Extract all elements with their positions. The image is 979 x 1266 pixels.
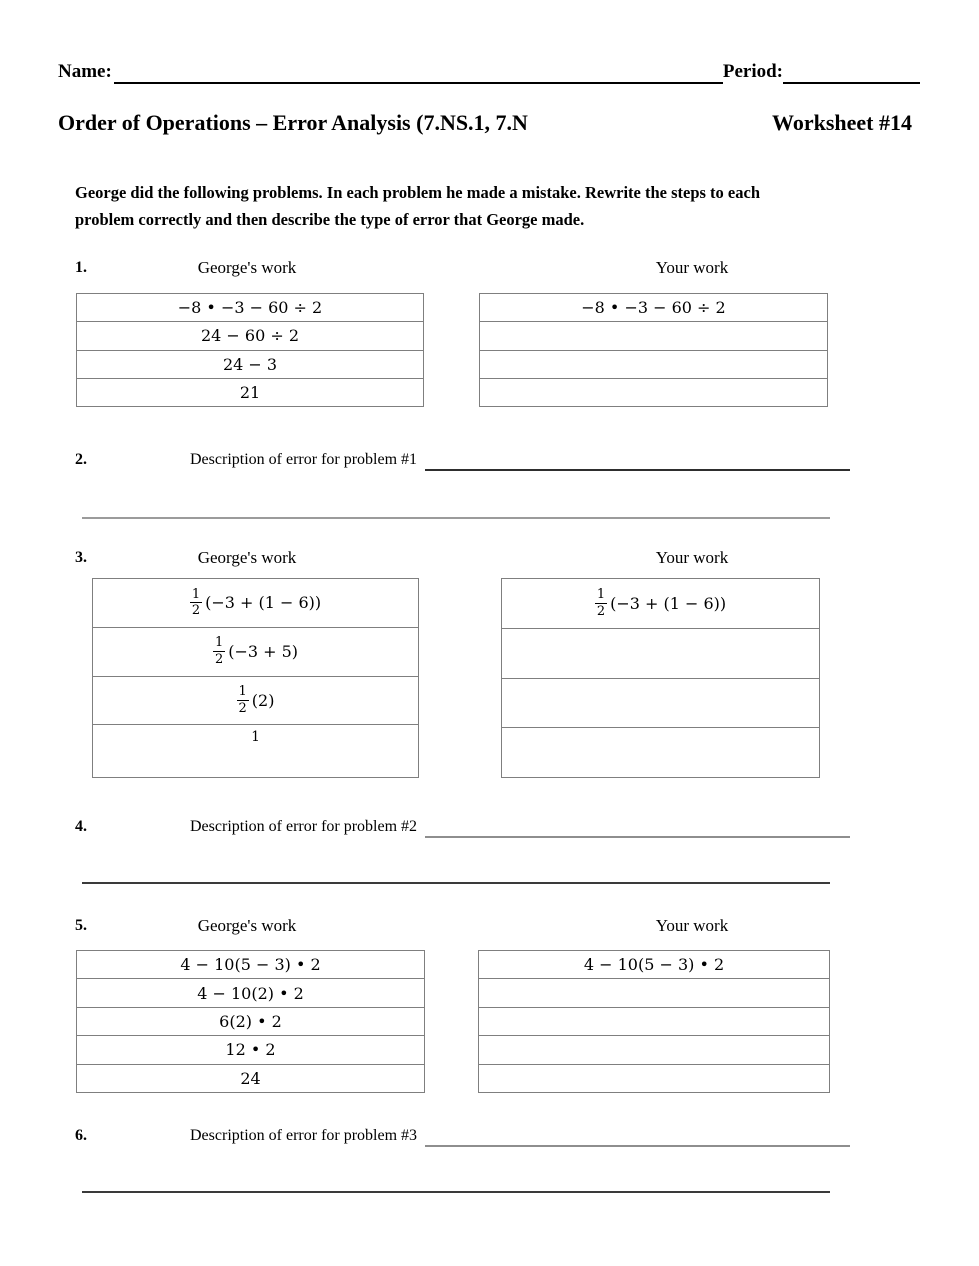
problem-3-number: 3.	[75, 549, 87, 566]
description-3-label: Description of error for problem #3	[190, 1127, 418, 1144]
description-1-number: 2.	[75, 451, 87, 468]
period-blank-line[interactable]	[783, 60, 920, 84]
problem-3-header	[0, 547, 979, 569]
work-step-row	[93, 627, 418, 676]
description-2-number: 4.	[75, 818, 87, 835]
fraction-denominator: 2	[596, 603, 606, 619]
math-expression: (−3 + (1 − 6))	[205, 593, 322, 613]
description-2-blank-line[interactable]	[425, 816, 850, 838]
problem-3-georges-work-table	[92, 578, 419, 778]
math-expression: 24 − 60 ÷ 2	[200, 326, 300, 346]
math-expression: 21	[239, 382, 261, 402]
description-1-row	[75, 449, 850, 471]
work-step-row	[93, 579, 418, 627]
worksheet-number: Worksheet #14	[772, 110, 912, 135]
description-1-continuation-line[interactable]	[82, 517, 830, 519]
description-3-row	[75, 1125, 850, 1147]
work-step-row	[480, 294, 827, 321]
description-1-blank-line[interactable]	[425, 449, 850, 471]
math-expression: (2)	[251, 690, 275, 710]
work-step-row[interactable]	[480, 378, 827, 406]
description-1-label: Description of error for problem #1	[190, 451, 418, 468]
work-step-row[interactable]	[479, 978, 829, 1006]
description-2-label: Description of error for problem #2	[190, 818, 418, 835]
instructions-line-1: George did the following problems. In each problem he made a mistake. Rewrite the steps to each	[75, 183, 760, 202]
problem-5-your-work-table	[478, 950, 830, 1093]
fraction	[190, 588, 202, 618]
work-step-row[interactable]	[479, 1064, 829, 1092]
period-label: Period:	[722, 61, 783, 82]
page-title: Order of Operations – Error Analysis (7.NS.1, 7.N	[58, 110, 528, 135]
fraction-numerator: 1	[238, 684, 247, 700]
work-step-row	[77, 978, 424, 1006]
work-step-row	[93, 676, 418, 725]
fraction	[213, 636, 225, 666]
title-row	[58, 110, 912, 136]
math-expression: 1	[251, 729, 260, 746]
work-step-row[interactable]	[479, 1035, 829, 1063]
problem-5-georges-work-table	[76, 950, 425, 1093]
problem-5-georges-work-label: George's work	[197, 916, 297, 935]
work-step-row[interactable]	[480, 350, 827, 378]
problem-5-your-work-label: Your work	[655, 916, 729, 935]
work-step-row[interactable]	[502, 678, 819, 728]
problem-1-header	[0, 257, 979, 279]
problem-1-georges-work-table	[76, 293, 424, 407]
math-expression: 6(2) • 2	[219, 1012, 282, 1032]
work-step-row	[77, 1035, 424, 1063]
problem-5-number: 5.	[75, 917, 87, 934]
name-blank-line[interactable]	[114, 60, 723, 84]
work-step-row[interactable]	[480, 321, 827, 349]
description-3-number: 6.	[75, 1127, 87, 1144]
fraction	[595, 588, 607, 618]
math-expression: −8 • −3 − 60 ÷ 2	[177, 298, 323, 318]
work-step-row[interactable]	[479, 1007, 829, 1035]
description-3-blank-line[interactable]	[425, 1125, 850, 1147]
description-3-continuation-line[interactable]	[82, 1191, 830, 1193]
problem-1-your-work-table	[479, 293, 828, 407]
fraction-numerator: 1	[191, 586, 201, 602]
work-step-row	[93, 724, 418, 777]
problem-1-number: 1.	[75, 259, 87, 276]
description-2-continuation-line[interactable]	[82, 882, 830, 884]
math-expression: 12 • 2	[225, 1040, 276, 1060]
problem-1-your-work-label: Your work	[655, 258, 729, 277]
work-step-row	[77, 1007, 424, 1035]
work-step-row	[77, 378, 423, 406]
work-step-row	[77, 350, 423, 378]
fraction-denominator: 2	[191, 603, 201, 619]
math-expression: 4 − 10(2) • 2	[197, 983, 304, 1003]
math-expression: 4 − 10(5 − 3) • 2	[583, 955, 725, 975]
work-step-row[interactable]	[502, 628, 819, 678]
problem-3-georges-work-label: George's work	[197, 548, 297, 567]
work-step-row	[502, 579, 819, 628]
problem-5-header	[0, 915, 979, 937]
math-expression: 4 − 10(5 − 3) • 2	[180, 955, 321, 975]
work-step-row[interactable]	[502, 727, 819, 777]
name-label: Name:	[58, 61, 112, 82]
fraction	[237, 685, 249, 715]
work-step-row	[77, 951, 424, 978]
math-expression: 24 − 3	[222, 354, 278, 374]
math-expression: −8 • −3 − 60 ÷ 2	[581, 298, 726, 318]
problem-3-your-work-label: Your work	[655, 548, 729, 567]
math-expression: 24	[240, 1068, 261, 1088]
problem-1-georges-work-label: George's work	[197, 258, 297, 277]
instructions-line-2: problem correctly and then describe the type of error that George made.	[75, 210, 585, 229]
work-step-row	[77, 294, 423, 321]
work-step-row	[479, 951, 829, 978]
work-step-row	[77, 1064, 424, 1092]
problem-3-your-work-table	[501, 578, 820, 778]
instructions	[75, 179, 895, 233]
fraction-denominator: 2	[238, 700, 247, 716]
fraction-numerator: 1	[596, 587, 606, 603]
work-step-row	[77, 321, 423, 349]
name-period-row	[58, 58, 920, 84]
description-2-row	[75, 816, 850, 838]
math-expression: (−3 + 5)	[228, 642, 299, 662]
fraction-denominator: 2	[214, 652, 224, 668]
fraction-numerator: 1	[214, 635, 224, 651]
math-expression: (−3 + (1 − 6))	[610, 593, 727, 613]
